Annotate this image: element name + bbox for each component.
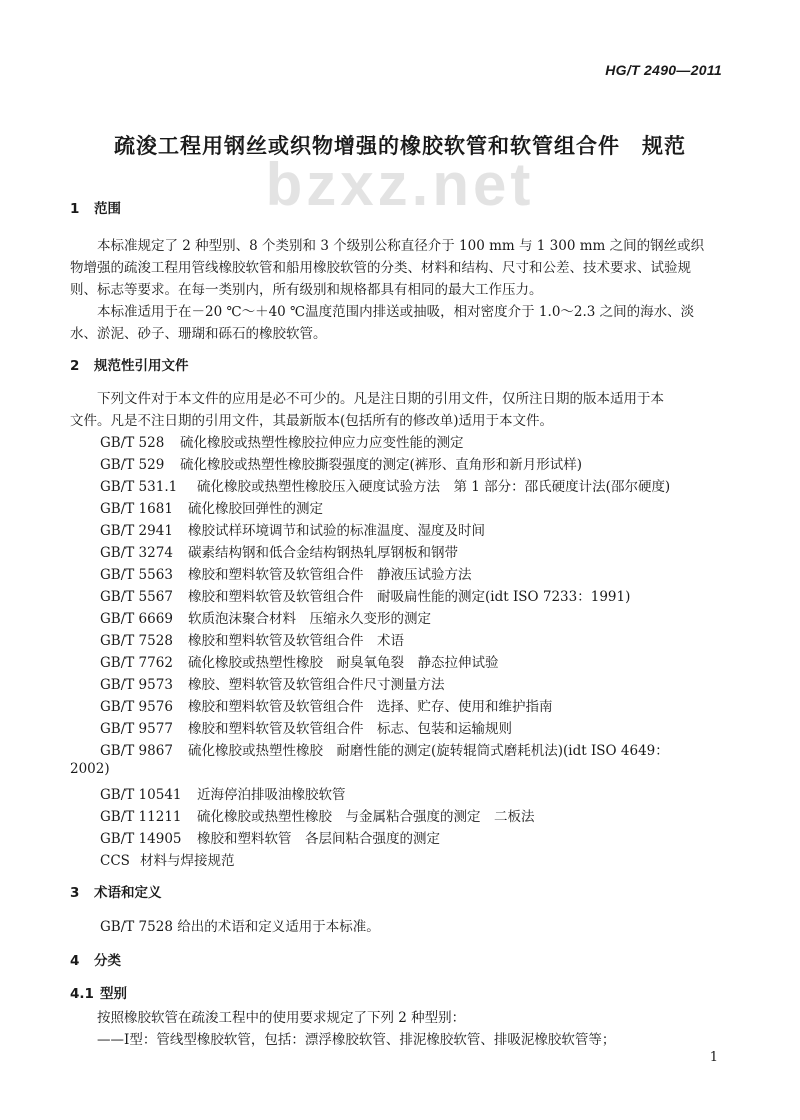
- reference-code: GB/T 3274: [100, 545, 173, 561]
- reference-code: GB/T 7528: [100, 633, 173, 649]
- reference-item: [100, 827, 440, 847]
- reference-code: GB/T 14905: [100, 831, 182, 847]
- paragraph-line: 下列文件对于本文件的应用是必不可少的。凡是注日期的引用文件，仅所注日期的版本适用于本: [97, 391, 664, 407]
- section-number: 2: [70, 358, 80, 374]
- reference-item: [100, 519, 485, 539]
- reference-code: GB/T 5567: [100, 589, 173, 605]
- reference-continuation: 2002): [70, 761, 110, 777]
- subsection-title: 型别: [100, 986, 127, 1002]
- paragraph-line: 则、标志等要求。在每一类别内，所有级别和规格都具有相同的最大工作压力。: [70, 282, 543, 298]
- reference-item: [100, 651, 499, 671]
- reference-item: [100, 629, 404, 649]
- reference-item: [100, 717, 512, 737]
- reference-item: [100, 849, 235, 869]
- reference-item: [100, 541, 458, 561]
- paragraph-line: 水、淤泥、砂子、珊瑚和砾石的橡胶软管。: [70, 326, 327, 342]
- reference-code: GB/T 531.1: [100, 479, 178, 495]
- reference-item: [100, 453, 582, 473]
- reference-code: GB/T 5563: [100, 567, 173, 583]
- reference-code: GB/T 2941: [100, 523, 173, 539]
- section-2-heading: [70, 354, 189, 374]
- reference-code: GB/T 11211: [100, 809, 182, 825]
- paragraph-line: 文件。凡是不注日期的引用文件，其最新版本(包括所有的修改单)适用于本文件。: [70, 413, 554, 429]
- reference-code: CCS: [100, 853, 130, 869]
- section-title: 术语和定义: [94, 885, 162, 901]
- reference-title: 硫化橡胶或热塑性橡胶 与金属粘合强度的测定 二板法: [197, 809, 535, 825]
- reference-code: GB/T 9573: [100, 677, 173, 693]
- subsection-4-1-heading: [70, 982, 127, 1002]
- reference-title: 硫化橡胶或热塑性橡胶 耐磨性能的测定(旋转辊筒式磨耗机法)(idt ISO 4649：: [188, 743, 669, 759]
- paragraph-line: 按照橡胶软管在疏浚工程中的使用要求规定了下列 2 种型别：: [97, 1010, 466, 1026]
- section-3-heading: [70, 881, 162, 901]
- reference-code: GB/T 528: [100, 435, 165, 451]
- section-1-heading: [70, 197, 121, 217]
- document-title: 疏浚工程用钢丝或织物增强的橡胶软管和软管组合件 规范: [114, 134, 686, 158]
- page-number: 1: [709, 1050, 718, 1065]
- reference-code: GB/T 7762: [100, 655, 173, 671]
- section-title: 范围: [94, 201, 121, 217]
- reference-code: GB/T 1681: [100, 501, 173, 517]
- section-number: 1: [70, 201, 80, 217]
- reference-code: GB/T 6669: [100, 611, 173, 627]
- section-title: 分类: [94, 953, 121, 969]
- reference-code: GB/T 9577: [100, 721, 173, 737]
- section-number: 3: [70, 885, 80, 901]
- reference-item: [100, 783, 346, 803]
- reference-item: [100, 431, 464, 451]
- standard-code: HG/T 2490—2011: [605, 62, 722, 78]
- reference-title: 橡胶、塑料软管及软管组合件尺寸测量方法: [188, 677, 445, 693]
- reference-title: 橡胶和塑料软管及软管组合件 标志、包装和运输规则: [188, 721, 512, 737]
- paragraph-line: ——Ⅰ型：管线型橡胶软管，包括：漂浮橡胶软管、排泥橡胶软管、排吸泥橡胶软管等；: [97, 1032, 616, 1048]
- reference-title: 橡胶和塑料软管及软管组合件 耐吸扁性能的测定(idt ISO 7233：1991): [188, 589, 631, 605]
- paragraph-line: 本标准规定了 2 种型别、8 个类别和 3 个级别公称直径介于 100 mm 与 1 300 mm 之间的钢丝或织: [97, 238, 705, 254]
- reference-code: GB/T 10541: [100, 787, 182, 803]
- reference-item: [100, 497, 323, 517]
- reference-item: [100, 739, 669, 759]
- watermark: bzxz.net: [265, 151, 535, 218]
- section-4-heading: [70, 949, 121, 969]
- reference-title: 硫化橡胶或热塑性橡胶压入硬度试验方法 第 1 部分：邵氏硬度计法(邵尔硬度): [197, 479, 671, 495]
- reference-code: GB/T 9867: [100, 743, 173, 759]
- paragraph-line: GB/T 7528 给出的术语和定义适用于本标准。: [100, 919, 380, 935]
- reference-item: [100, 695, 553, 715]
- reference-title: 软质泡沫聚合材料 压缩永久变形的测定: [188, 611, 431, 627]
- section-title: 规范性引用文件: [94, 358, 189, 374]
- section-number: 4: [70, 953, 80, 969]
- subsection-number: 4.1: [70, 986, 94, 1002]
- reference-title: 橡胶和塑料软管及软管组合件 选择、贮存、使用和维护指南: [188, 699, 553, 715]
- reference-title: 近海停泊排吸油橡胶软管: [197, 787, 346, 803]
- reference-item: [100, 475, 670, 495]
- reference-item: [100, 805, 535, 825]
- reference-title: 橡胶和塑料软管 各层间粘合强度的测定: [197, 831, 440, 847]
- reference-title: 材料与焊接规范: [140, 853, 235, 869]
- paragraph-line: 本标准适用于在－20 ℃～＋40 ℃温度范围内排送或抽吸，相对密度介于 1.0～2.3 之间的海水、淡: [97, 304, 695, 320]
- reference-item: [100, 585, 630, 605]
- reference-title: 橡胶和塑料软管及软管组合件 静液压试验方法: [188, 567, 472, 583]
- reference-title: 碳素结构钢和低合金结构钢热轧厚钢板和钢带: [188, 545, 458, 561]
- reference-item: [100, 607, 431, 627]
- reference-item: [100, 563, 472, 583]
- reference-title: 橡胶试样环境调节和试验的标准温度、湿度及时间: [188, 523, 485, 539]
- reference-code: GB/T 529: [100, 457, 165, 473]
- reference-title: 硫化橡胶或热塑性橡胶拉伸应力应变性能的测定: [180, 435, 464, 451]
- reference-title: 硫化橡胶回弹性的测定: [188, 501, 323, 517]
- reference-title: 硫化橡胶或热塑性橡胶撕裂强度的测定(裤形、直角形和新月形试样): [180, 457, 583, 473]
- reference-code: GB/T 9576: [100, 699, 173, 715]
- reference-title: 硫化橡胶或热塑性橡胶 耐臭氧龟裂 静态拉伸试验: [188, 655, 499, 671]
- paragraph-line: 物增强的疏浚工程用管线橡胶软管和船用橡胶软管的分类、材料和结构、尺寸和公差、技术要求、试验规: [70, 260, 691, 276]
- reference-title: 橡胶和塑料软管及软管组合件 术语: [188, 633, 404, 649]
- reference-item: [100, 673, 445, 693]
